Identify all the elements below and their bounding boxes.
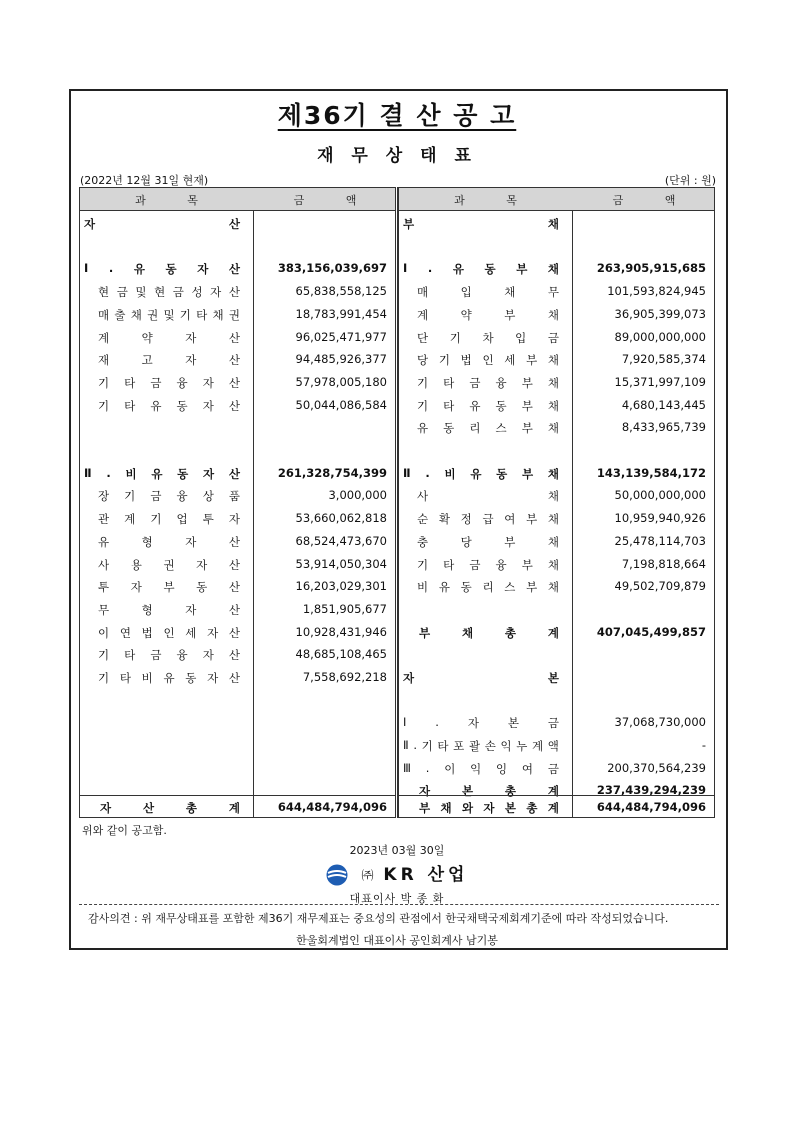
table-row — [399, 371, 714, 393]
table-row — [399, 303, 714, 325]
company-type-mark: ㈜ — [361, 868, 374, 883]
account-label: 기 타 금 융 부 채 — [417, 557, 559, 572]
amount-value: 407,045,499,857 — [596, 624, 706, 639]
account-label: 매 출 채 권 및 기 타 채 권 — [98, 307, 240, 322]
account-label: 당 기 법 인 세 부 채 — [417, 353, 559, 368]
table-row — [80, 303, 395, 325]
account-label: 자 산 총 계 — [100, 801, 240, 815]
amount-value: 7,558,692,218 — [302, 670, 387, 684]
amount-value: - — [701, 738, 706, 753]
header-account: 과 목 — [135, 194, 198, 207]
account-label: 재 고 자 산 — [98, 353, 240, 368]
header-account: 과 목 — [454, 194, 517, 207]
table-row — [80, 575, 395, 597]
table-row — [80, 280, 395, 302]
amount-value: 94,485,926,377 — [295, 352, 387, 367]
table-row — [399, 394, 714, 416]
amount-value: 1,851,905,677 — [302, 601, 387, 616]
account-label: 자 본 총 계 — [419, 783, 559, 798]
amount-value: 16,203,029,301 — [295, 579, 387, 594]
amount-value: 3,000,000 — [328, 488, 387, 503]
amount-value: 263,905,915,685 — [596, 261, 706, 276]
account-label: 현 금 및 현 금 성 자 산 — [98, 285, 240, 300]
amount-value: 36,905,399,073 — [614, 306, 706, 321]
table-row — [80, 326, 395, 348]
amount-value: 53,660,062,818 — [295, 511, 387, 526]
account-label: 유 형 자 산 — [98, 534, 240, 549]
header-amount: 금 액 — [293, 194, 357, 207]
grand-total-row — [399, 795, 714, 818]
amount-value: 644,484,794,096 — [596, 800, 706, 814]
table-row — [399, 507, 714, 529]
subtotal-row — [399, 257, 714, 279]
table-row — [399, 326, 714, 348]
liabilities-equity-table — [398, 187, 715, 818]
account-label: 기 타 비 유 동 자 산 — [98, 671, 240, 685]
account-label: 기 타 금 융 자 산 — [98, 375, 240, 390]
account-label: Ⅱ . 비 유 동 부 채 — [403, 465, 559, 481]
company-logo-icon — [326, 864, 348, 886]
amount-value: 4,680,143,445 — [621, 397, 706, 412]
amount-value: 15,371,997,109 — [614, 374, 706, 389]
table-row — [80, 666, 395, 688]
table-row — [399, 575, 714, 597]
amount-value: 96,025,471,977 — [295, 329, 387, 344]
table-row — [80, 530, 395, 552]
auditor-name: 한울회계법인 대표이사 공인회계사 남기봉 — [296, 934, 498, 947]
assets-table — [79, 187, 396, 818]
section-row — [80, 212, 395, 234]
table-header — [399, 188, 714, 211]
account-label: 사 채 — [417, 489, 559, 504]
account-label: 순 확 정 급 여 부 채 — [417, 512, 559, 527]
amount-value: 237,439,294,239 — [596, 782, 706, 797]
total-row — [80, 795, 395, 818]
account-label: 비 유 동 리 스 부 채 — [417, 580, 559, 595]
table-row — [399, 734, 714, 756]
table-row — [399, 348, 714, 370]
account-label: 기 타 유 동 자 산 — [98, 398, 240, 413]
account-label: 기 타 금 융 부 채 — [417, 375, 559, 390]
header-amount: 금 액 — [612, 194, 676, 207]
notice-text: 위와 같이 공고함. — [82, 824, 167, 837]
subtotal-row — [80, 257, 395, 279]
account-label: Ⅰ . 자 본 금 — [403, 715, 559, 731]
amount-value: 25,478,114,703 — [614, 533, 706, 548]
table-row — [80, 371, 395, 393]
section-row — [399, 666, 714, 688]
table-row — [80, 598, 395, 620]
announcement-date: 2023년 03월 30일 — [349, 844, 445, 857]
table-row — [399, 757, 714, 779]
account-label: 자 본 — [403, 671, 559, 685]
total-row — [399, 621, 714, 643]
amount-value: 65,838,558,125 — [295, 284, 387, 299]
account-label: 충 당 부 채 — [417, 534, 559, 549]
table-row — [399, 280, 714, 302]
unit-label: (단위 : 원) — [664, 174, 716, 187]
account-label: 계 약 부 채 — [417, 307, 559, 322]
amount-value: 89,000,000,000 — [614, 329, 706, 344]
account-label: 관 계 기 업 투 자 — [98, 512, 240, 527]
amount-value: 101,593,824,945 — [607, 284, 706, 299]
account-label: 이 연 법 인 세 자 산 — [98, 625, 240, 640]
amount-value: 383,156,039,697 — [277, 261, 387, 276]
table-row — [80, 507, 395, 529]
account-label: Ⅱ . 기 타 포 괄 손 익 누 계 액 — [403, 738, 559, 754]
amount-value: 261,328,754,399 — [277, 465, 387, 480]
ceo-name: 대표이사 박 종 화 — [349, 892, 445, 905]
account-label: 계 약 자 산 — [98, 330, 240, 345]
section-row — [399, 212, 714, 234]
amount-value: 8,433,965,739 — [621, 420, 706, 435]
account-label: 부 채 총 계 — [419, 625, 559, 640]
amount-value: 143,139,584,172 — [596, 465, 706, 480]
page-title: 제36기 결 산 공 고 — [277, 101, 517, 130]
account-label: 장 기 금 융 상 품 — [98, 489, 240, 504]
amount-value: 644,484,794,096 — [277, 800, 387, 814]
company-name-text: KR 산업 — [383, 865, 469, 885]
table-row — [399, 484, 714, 506]
amount-value: 49,502,709,879 — [614, 579, 706, 594]
account-label: 투 자 부 동 산 — [98, 580, 240, 595]
account-label: 매 입 채 무 — [417, 285, 559, 300]
amount-value: 37,068,730,000 — [614, 715, 706, 730]
amount-value: 7,920,585,374 — [621, 352, 706, 367]
subtotal-row — [80, 462, 395, 484]
table-row — [80, 643, 395, 665]
account-label: 사 용 권 자 산 — [98, 557, 240, 572]
table-row — [399, 553, 714, 575]
amount-value: 50,044,086,584 — [295, 397, 387, 412]
account-label: 단 기 차 입 금 — [417, 330, 559, 345]
amount-value: 10,959,940,926 — [614, 511, 706, 526]
audit-opinion: 감사의견 : 위 재무상태표를 포함한 제36기 재무제표는 중요성의 관점에서 한국채택국제회계기준에 따라 작성되었습니다. — [88, 912, 669, 925]
amount-value: 68,524,473,670 — [295, 533, 387, 548]
table-row — [399, 416, 714, 438]
table-row — [80, 394, 395, 416]
basis-date: (2022년 12월 31일 현재) — [80, 174, 209, 187]
account-label: 유 동 리 스 부 채 — [417, 421, 559, 436]
table-row — [80, 484, 395, 506]
account-label: 기 타 유 동 부 채 — [417, 398, 559, 413]
amount-value: 18,783,991,454 — [295, 306, 387, 321]
company-name — [0, 860, 794, 886]
amount-value: 50,000,000,000 — [614, 488, 706, 503]
table-row — [399, 530, 714, 552]
amount-value: 10,928,431,946 — [295, 624, 387, 639]
account-label: 자 산 — [84, 217, 240, 231]
subtotal-row — [399, 462, 714, 484]
account-label: 기 타 금 융 자 산 — [98, 648, 240, 663]
table-row — [80, 348, 395, 370]
account-label: 부 채 — [403, 217, 559, 231]
account-label: Ⅰ . 유 동 자 산 — [84, 261, 240, 277]
table-row — [80, 621, 395, 643]
account-label: Ⅰ . 유 동 부 채 — [403, 261, 559, 277]
amount-value: 57,978,005,180 — [295, 374, 387, 389]
account-label: Ⅱ . 비 유 동 자 산 — [84, 465, 240, 481]
table-header — [80, 188, 395, 211]
amount-value: 48,685,108,465 — [295, 647, 387, 662]
account-label: 부 채 와 자 본 총 계 — [419, 801, 559, 815]
statement-title: 재 무 상 태 표 — [317, 146, 477, 166]
account-label: 무 형 자 산 — [98, 602, 240, 617]
table-row — [399, 711, 714, 733]
amount-value: 200,370,564,239 — [607, 760, 706, 775]
amount-value: 7,198,818,664 — [621, 556, 706, 571]
amount-value: 53,914,050,304 — [295, 556, 387, 571]
table-row — [80, 553, 395, 575]
account-label: Ⅲ . 이 익 잉 여 금 — [403, 760, 559, 776]
